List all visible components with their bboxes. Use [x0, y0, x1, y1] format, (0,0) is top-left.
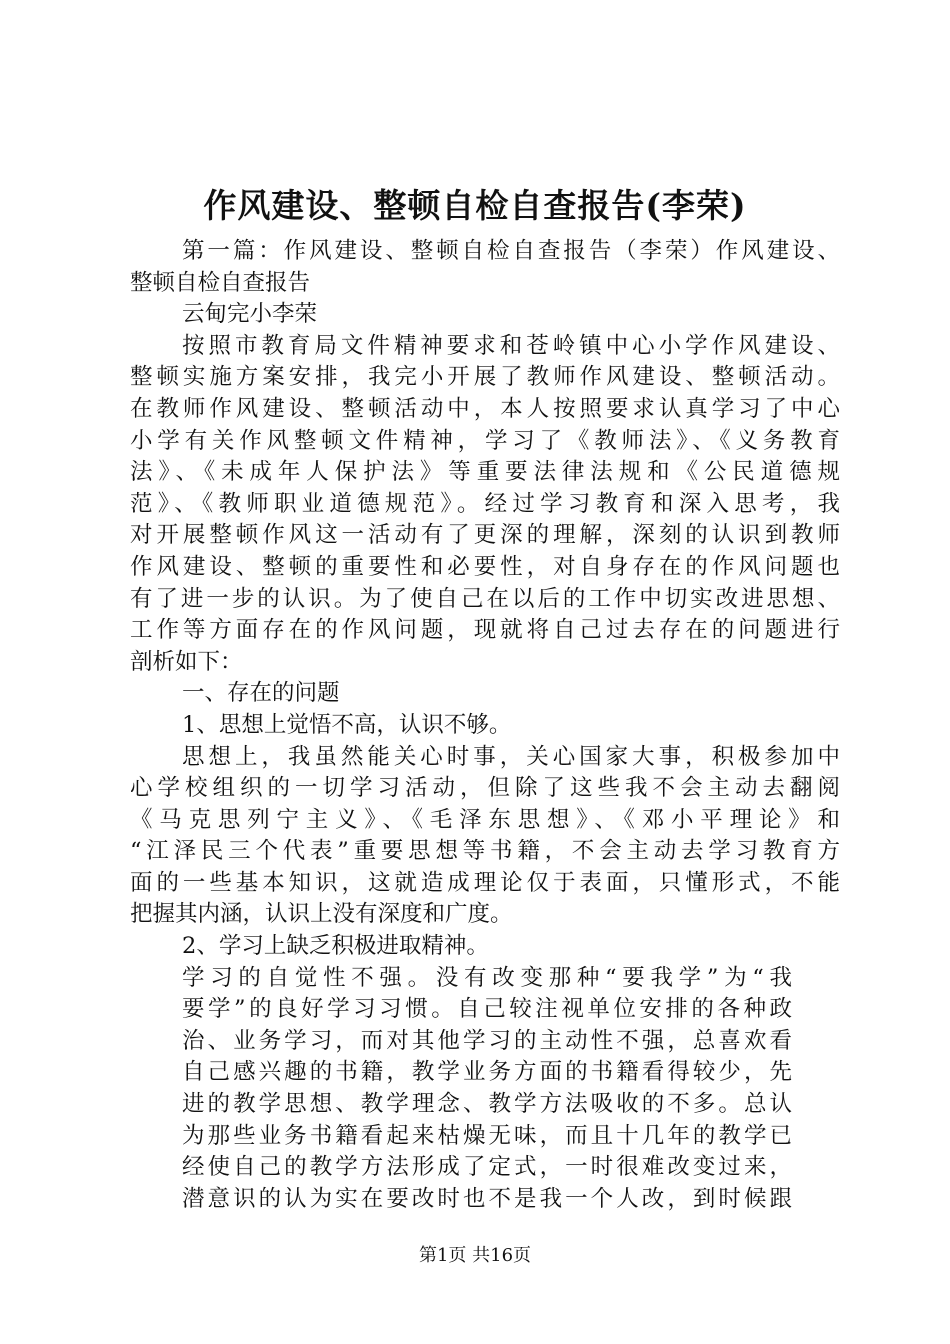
paragraph-line: 进的教学思想、教学理念、教学方法吸收的不多。总认	[182, 1091, 792, 1118]
paragraph-line: 整顿自检自查报告	[130, 269, 311, 296]
document-title: 作风建设、整顿自检自查报告(李荣)	[203, 186, 747, 225]
paragraph-line: 法》、《未成年人保护法》等重要法律法规和《公民道德规	[130, 459, 840, 486]
paragraph-line: 范》、《教师职业道德规范》。经过学习教育和深入思考，我	[130, 490, 840, 517]
paragraph-line: 《马克思列宁主义》、《毛泽东思想》、《邓小平理论》和	[130, 806, 840, 833]
paragraph-line: 思想上，我虽然能关心时事，关心国家大事，积极参加中	[182, 743, 840, 770]
paragraph-line: 剖析如下：	[130, 648, 243, 675]
paragraph-line: 在教师作风建设、整顿活动中，本人按照要求认真学习了中心	[130, 395, 840, 422]
paragraph-line: 要学”的良好学习习惯。自己较注视单位安排的各种政	[182, 996, 792, 1023]
paragraph-line: 对开展整顿作风这一活动有了更深的理解，深刻的认识到教师	[130, 522, 840, 549]
paragraph-line: 面的一些基本知识，这就造成理论仅于表面，只懂形式，不能	[130, 869, 840, 896]
paragraph-line: 潜意识的认为实在要改时也不是我一个人改，到时候跟	[182, 1185, 792, 1212]
paragraph-line: 作风建设、整顿的重要性和必要性，对自身存在的作风问题也	[130, 553, 840, 580]
paragraph-line: 小学有关作风整顿文件精神，学习了《教师法》、《义务教育	[130, 427, 840, 454]
paragraph-line: “江泽民三个代表”重要思想等书籍，不会主动去学习教育方	[130, 838, 840, 865]
paragraph-line: 工作等方面存在的作风问题，现就将自己过去存在的问题进行	[130, 617, 840, 644]
paragraph-line: 治、业务学习，而对其他学习的主动性不强，总喜欢看	[182, 1027, 792, 1054]
paragraph-line: 云甸完小李荣	[182, 301, 318, 328]
paragraph-line: 自己感兴趣的书籍，教学业务方面的书籍看得较少，先	[182, 1059, 792, 1086]
paragraph-line: 第一篇：作风建设、整顿自检自查报告（李荣）作风建设、	[182, 238, 840, 264]
document-body	[130, 236, 840, 1215]
paragraph-line: 为那些业务书籍看起来枯燥无味，而且十几年的教学已	[182, 1122, 792, 1149]
paragraph-line: 经使自己的教学方法形成了定式，一时很难改变过来，	[182, 1154, 792, 1181]
paragraph-line: 一、存在的问题	[182, 680, 340, 707]
page-footer: 第1页 共16页	[418, 1245, 532, 1266]
paragraph-line: 1、思想上觉悟不高，认识不够。	[182, 711, 512, 738]
paragraph-line: 学习的自觉性不强。没有改变那种“要我学”为“我	[182, 964, 792, 991]
paragraph-line: 整顿实施方案安排，我完小开展了教师作风建设、整顿活动。	[130, 364, 840, 391]
paragraph-line: 心学校组织的一切学习活动，但除了这些我不会主动去翻阅	[130, 775, 840, 802]
paragraph-line: 有了进一步的认识。为了使自己在以后的工作中切实改进思想、	[130, 585, 840, 612]
paragraph-line: 按照市教育局文件精神要求和苍岭镇中心小学作风建设、	[182, 332, 840, 359]
paragraph-line: 把握其内涵，认识上没有深度和广度。	[130, 901, 513, 928]
paragraph-line: 2、学习上缺乏积极进取精神。	[182, 933, 489, 960]
